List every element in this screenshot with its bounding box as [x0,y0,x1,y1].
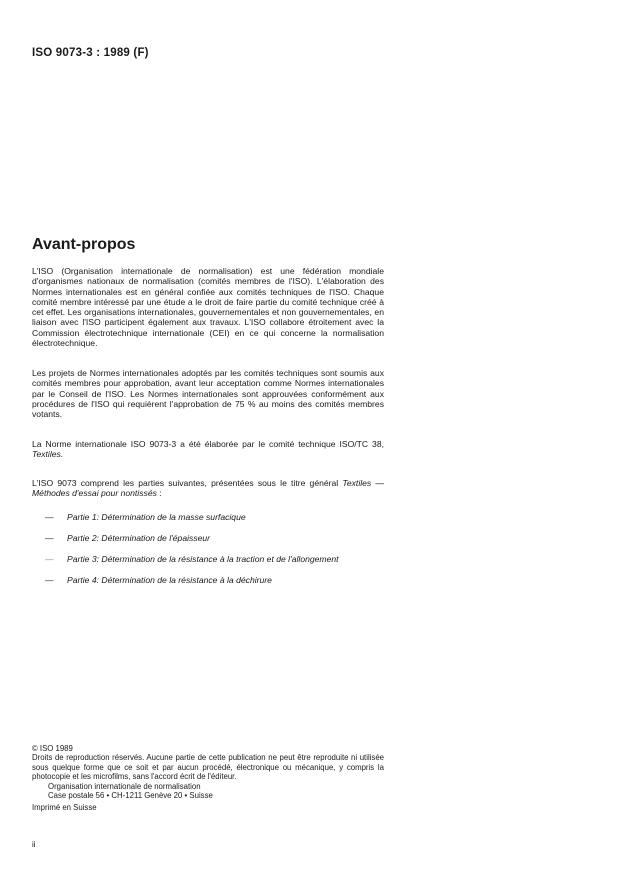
part-label: Partie 3: Détermination de la résistance à la traction et de l'allongement [67,554,339,564]
paragraph-committee [32,439,384,460]
paragraph-text: La Norme internationale ISO 9073-3 a été élaborée par le comité technique ISO/TC 38, [32,439,384,449]
list-dash: — [45,575,54,585]
list-dash: — [45,554,54,564]
general-title: Textiles — Méthodes d'essai pour nontissés [32,478,384,499]
copyright-line: © ISO 1989 [32,744,73,753]
paragraph-approval [32,368,384,419]
list-item-part-2 [45,533,210,543]
paragraph-iso-intro [32,266,384,348]
part-label: Partie 2: Détermination de l'épaisseur [67,533,211,543]
section-title: Avant-propos [32,236,136,253]
paragraph-colon: : [156,488,162,499]
organisation-name: Organisation internationale de normalisation [48,781,201,791]
list-item-part-4 [45,575,272,585]
list-dash: — [45,533,54,543]
page-number: ii [32,840,36,849]
rights-notice: Droits de reproduction réservés. Aucune partie de cette publication ne peut être reproduite ni utilisée sous quelque forme que ce soit et par aucun procédé, électronique ou mécanique, y compris la photocopie et les microfilms, sans l'accord écrit de l'éditeur. [32,753,384,782]
part-label: Partie 1: Détermination de la masse surfacique [67,512,246,522]
list-item-part-3 [45,554,339,564]
committee-name: Textiles. [32,449,64,460]
list-item-part-1 [45,512,246,522]
paragraph-text: Les projets de Normes internationales adoptés par les comités techniques sont soumis aux comités membres pour approbation, avant leur acceptation comme Normes internationales par le Conseil de l'ISO. Les Normes internationales sont approuvées conformément aux procédures de l'ISO qui requièrent l'approbation de 75 % au moins des comités membres votants. [32,368,384,420]
part-label: Partie 4: Détermination de la résistance à la déchirure [67,575,272,585]
list-dash: — [45,512,54,522]
postal-address: Case postale 56 • CH-1211 Genève 20 • Suisse [48,791,213,801]
paragraph-text: L'ISO 9073 comprend les parties suivantes, présentées sous le titre général [32,478,343,488]
printed-in: Imprimé en Suisse [32,803,97,813]
standard-identifier: ISO 9073-3 : 1989 (F) [32,47,149,59]
copyright-block [32,744,384,813]
paragraph-parts-intro [32,478,384,499]
paragraph-text: L'ISO (Organisation internationale de normalisation) est une fédération mondiale d'organismes nationaux de normalisation (comités membres de l'ISO). L'élaboration des Normes internationales est en général confiée aux comités techniques de l'ISO. Chaque comité membre intéressé par une étude a le droit de faire partie du comité technique créé à cet effet. Les organisations internationales, gouvernementales et non gouvernementales, en liaison avec l'ISO participent également aux travaux. L'ISO collabore étroitement avec la Commission électrotechnique internationale (CEI) en ce qui concerne la normalisation électrotechnique. [32,266,384,349]
